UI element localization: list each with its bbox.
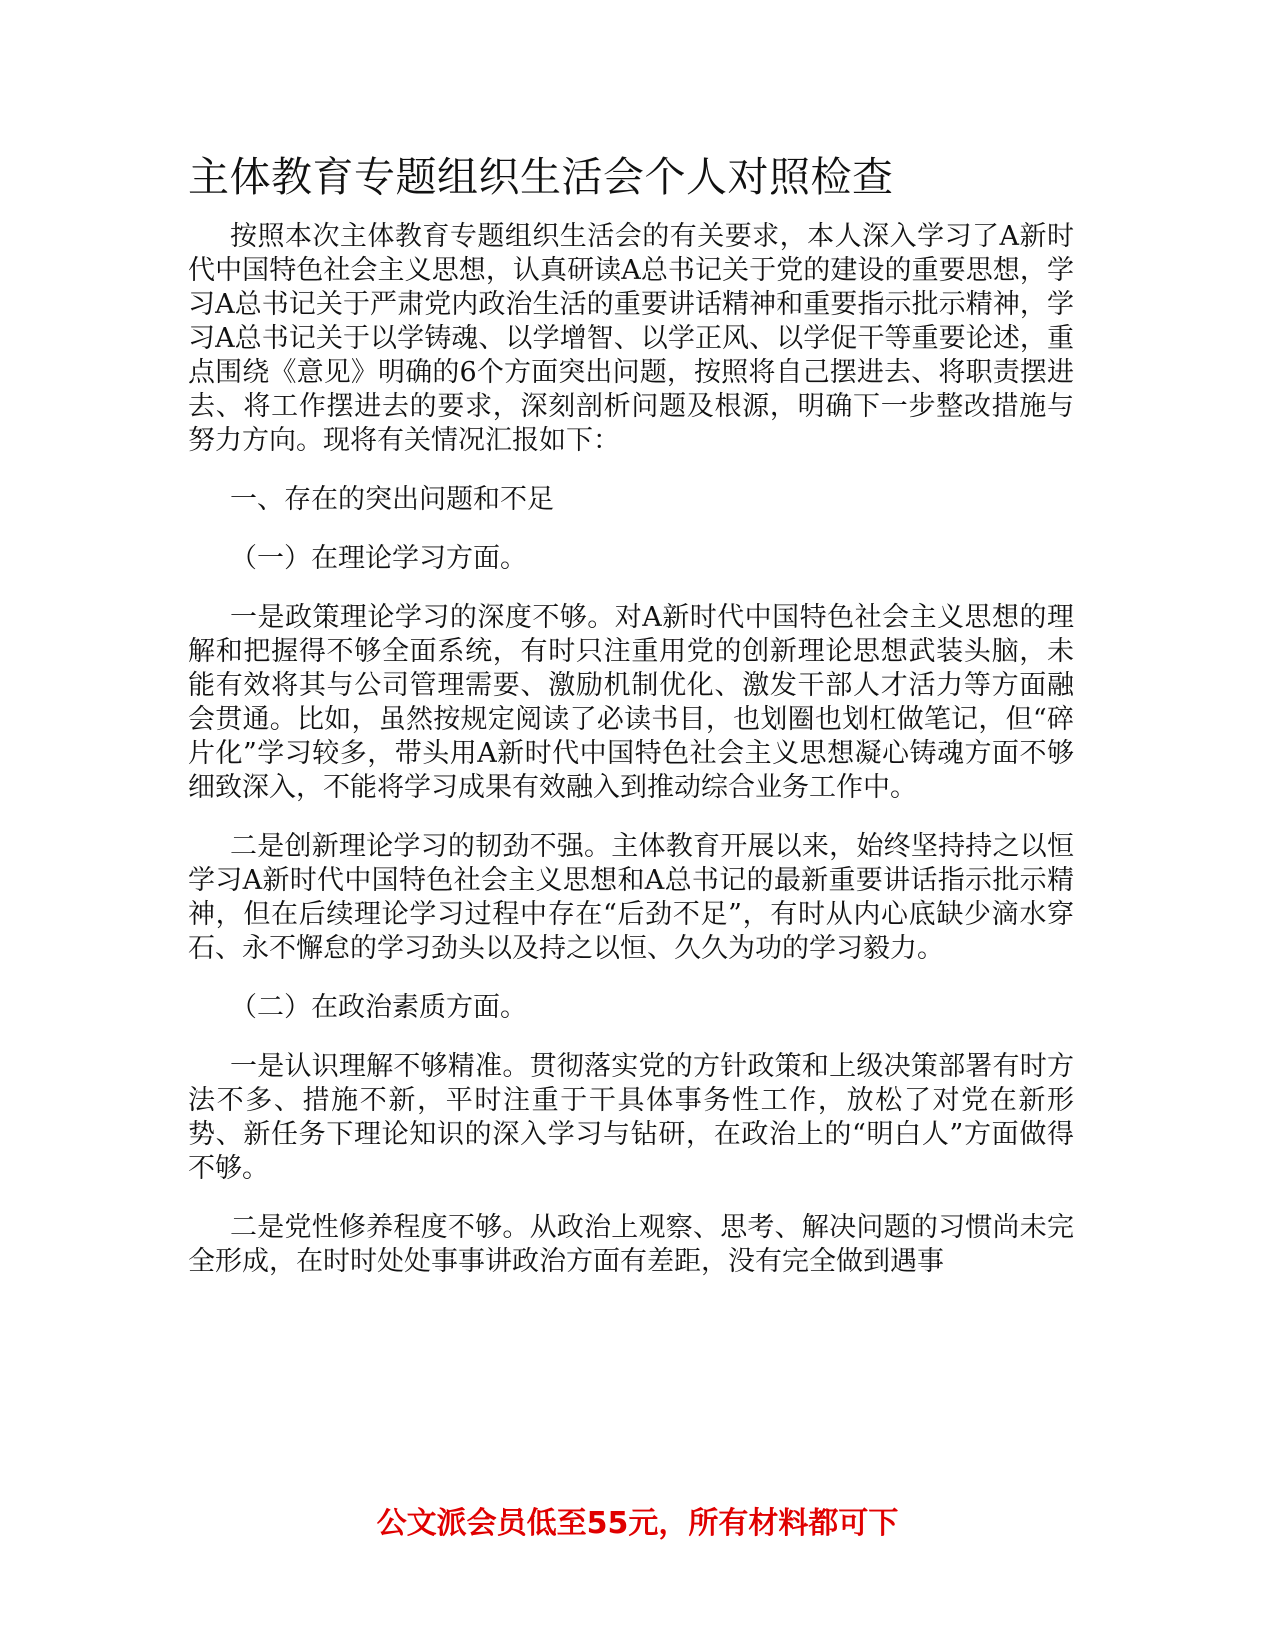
document-body xyxy=(188,148,1074,1304)
politics-paragraph-2: 二是党性修养程度不够。从政治上观察、思考、解决问题的习惯尚未完全形成，在时时处处事事讲政治方面有差距，没有完全做到遇事 xyxy=(188,1212,1074,1277)
document-title: 主体教育专题组织生活会个人对照检查 xyxy=(188,153,894,201)
theory-paragraph-2: 二是创新理论学习的韧劲不强。主体教育开展以来，始终坚持持之以恒学习A新时代中国特色社会主义思想和A总书记的最新重要讲话指示批示精神，但在后续理论学习过程中存在“后劲不足”，有时从内心底缺少滴水穿石、永不懈怠的学习劲头以及持之以恒、久久为功的学习毅力。 xyxy=(188,831,1074,964)
theory-paragraph-1: 一是政策理论学习的深度不够。对A新时代中国特色社会主义思想的理解和把握得不够全面系统，有时只注重用党的创新理论思想武装头脑，未能有效将其与公司管理需要、激励机制优化、激发干部人才活力等方面融会贯通。比如，虽然按规定阅读了必读书目，也划圈也划杠做笔记，但“碎片化”学习较多，带头用A新时代中国特色社会主义思想凝心铸魂方面不够细致深入，不能将学习成果有效融入到推动综合业务工作中。 xyxy=(188,602,1074,803)
promo-banner: 公文派会员低至55元，所有材料都可下 xyxy=(376,1506,899,1541)
politics-paragraph-1: 一是认识理解不够精准。贯彻落实党的方针政策和上级决策部署有时方法不多、措施不新，平时注重于干具体事务性工作，放松了对党在新形势、新任务下理论知识的深入学习与钻研，在政治上的“明白人”方面做得不够。 xyxy=(188,1051,1074,1184)
intro-paragraph: 按照本次主体教育专题组织生活会的有关要求，本人深入学习了A新时代中国特色社会主义思想，认真研读A总书记关于党的建设的重要思想，学习A总书记关于严肃党内政治生活的重要讲话精神和重要指示批示精神，学习A总书记关于以学铸魂、以学增智、以学正风、以学促干等重要论述，重点围绕《意见》明确的6个方面突出问题，按照将自己摆进去、将职责摆进去、将工作摆进去的要求，深刻剖析问题及根源，明确下一步整改措施与努力方向。现将有关情况汇报如下： xyxy=(188,221,1074,456)
subsection-heading-politics: （二）在政治素质方面。 xyxy=(230,992,527,1023)
section-heading-problems: 一、存在的突出问题和不足 xyxy=(230,484,554,515)
subsection-heading-theory: （一）在理论学习方面。 xyxy=(230,543,527,574)
